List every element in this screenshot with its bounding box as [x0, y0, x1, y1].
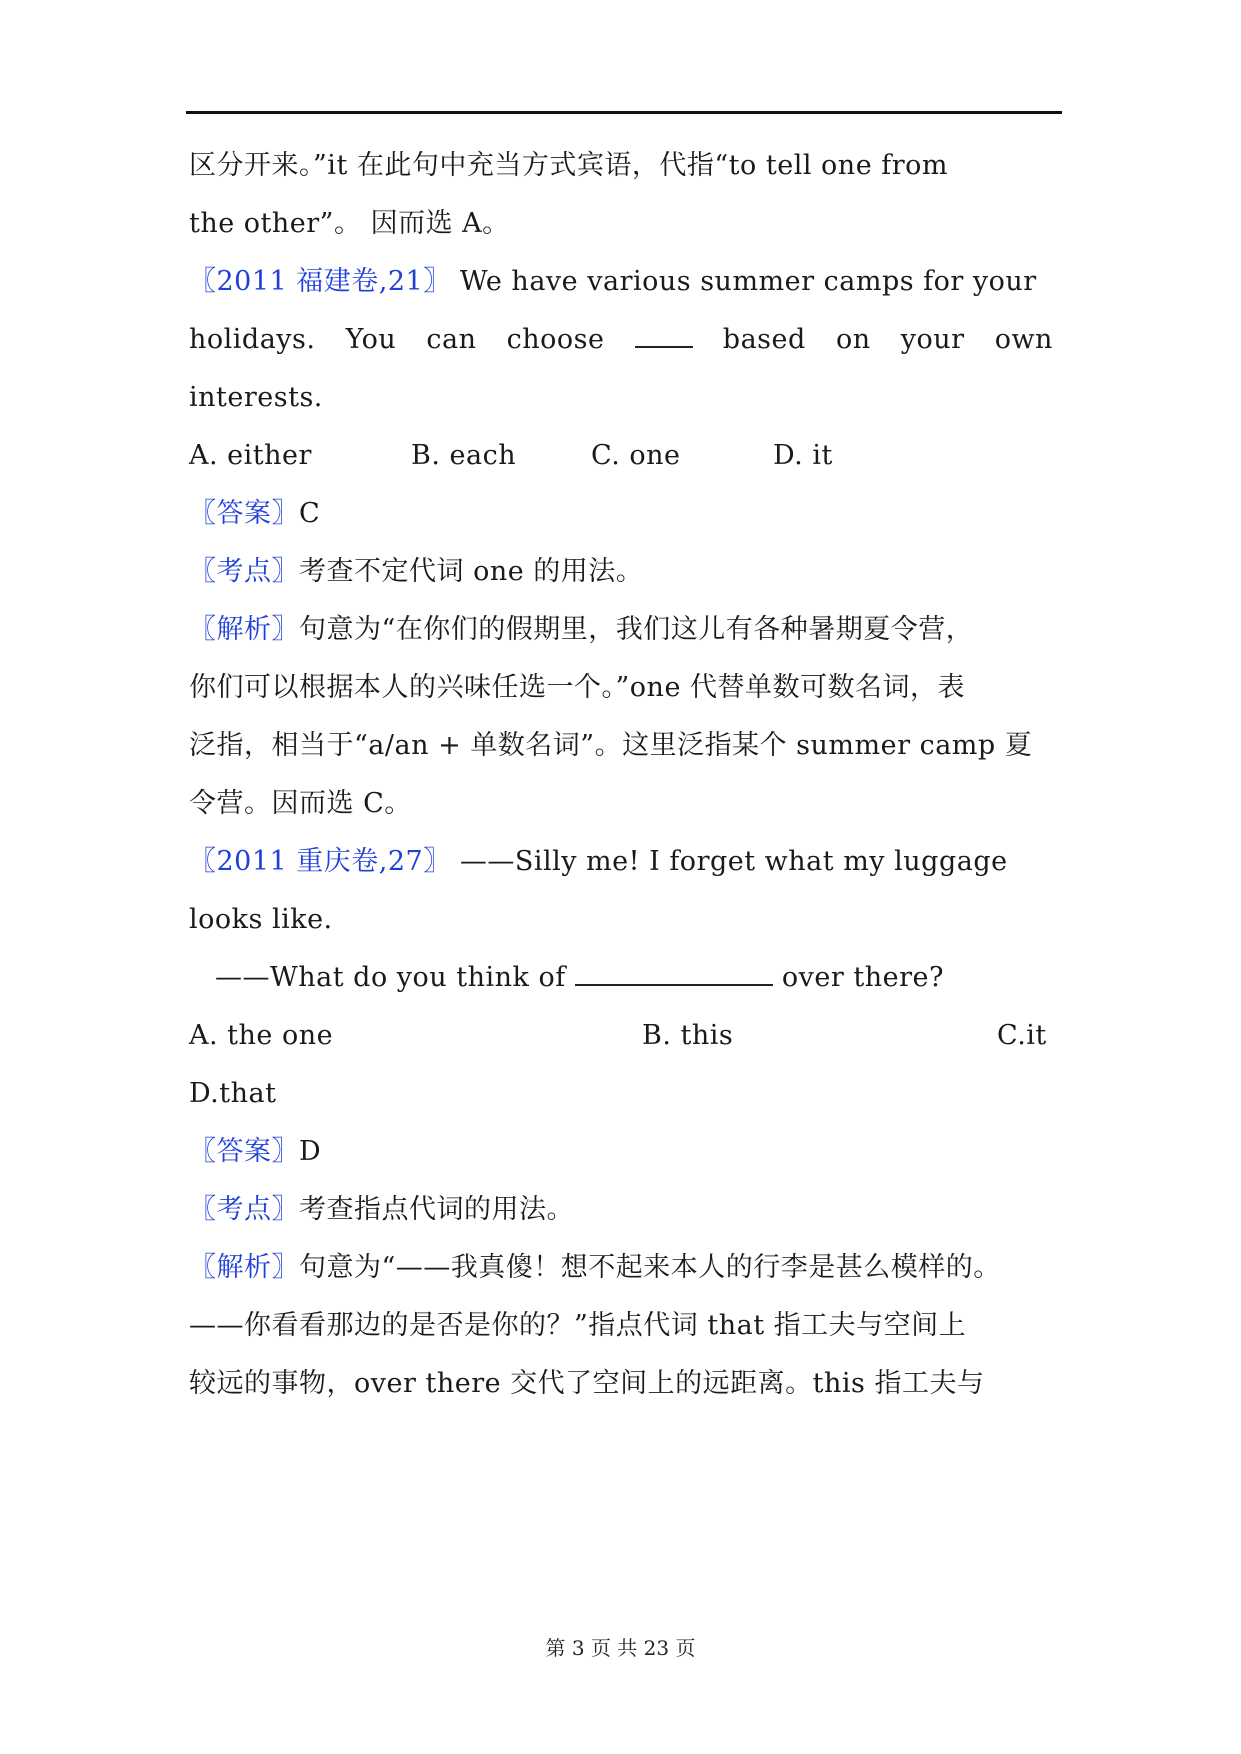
question-1-header: 〖2011 福建卷,21〗 We have various summer camps for your [189, 266, 1037, 297]
answer-line: 〖答案〗C [189, 498, 321, 529]
question-2-header: 〖2011 重庆卷,27〗 ——Silly me! I forget what my luggage [189, 846, 1008, 877]
answer-blank [635, 320, 693, 348]
option-c: C. one [591, 440, 681, 471]
answer-line: 〖答案〗D [189, 1136, 322, 1167]
question-source-tag: 〖2011 福建卷,21〗 [189, 266, 451, 297]
answer-blank [575, 958, 773, 986]
key-point-line: 〖考点〗考查指点代词的用法。 [189, 1194, 574, 1225]
header-rule [186, 111, 1062, 114]
question-source-tag: 〖2011 重庆卷,27〗 [189, 846, 451, 877]
option-a: A. the one [189, 1020, 334, 1051]
analysis-line: 〖解析〗句意为“在你们的假期里，我们这儿有各种暑期夏令营， [189, 614, 974, 645]
text-line: looks like. [189, 904, 333, 935]
option-b: B. each [411, 440, 517, 471]
text-line: the other”。 因而选 A。 [189, 208, 510, 239]
option-d: D. it [773, 440, 833, 471]
text-line: interests. [189, 382, 323, 413]
text-line: ——你看看那边的是否是你的？”指点代词 that 指工夫与空间上 [189, 1310, 967, 1341]
text-line: 令营。因而选 C。 [189, 788, 412, 819]
text-line: 较远的事物，over there 交代了空间上的远距离。this 指工夫与 [189, 1368, 985, 1399]
key-point-line: 〖考点〗考查不定代词 one 的用法。 [189, 556, 644, 587]
option-b: B. this [642, 1020, 734, 1051]
option-c: C.it [997, 1020, 1047, 1051]
question-1-line-2: holidays. You can choose based on your own [189, 320, 1053, 360]
option-a: A. either [189, 440, 312, 471]
text-line: 你们可以根据本人的兴味任选一个。”one 代替单数可数名词，表 [189, 672, 966, 703]
page-footer: 第 3 页 共 23 页 [545, 1636, 696, 1660]
question-2-line-3: ——What do you think of over there? [215, 958, 1095, 998]
analysis-line: 〖解析〗句意为“——我真傻！想不起来本人的行李是甚么模样的。 [189, 1252, 1001, 1283]
text-line: 泛指，相当于“a/an + 单数名词”。这里泛指某个 summer camp 夏 [189, 730, 1033, 761]
text-line: 区分开来。”it 在此句中充当方式宾语，代指“to tell one from [189, 150, 949, 181]
option-d: D.that [189, 1078, 277, 1109]
